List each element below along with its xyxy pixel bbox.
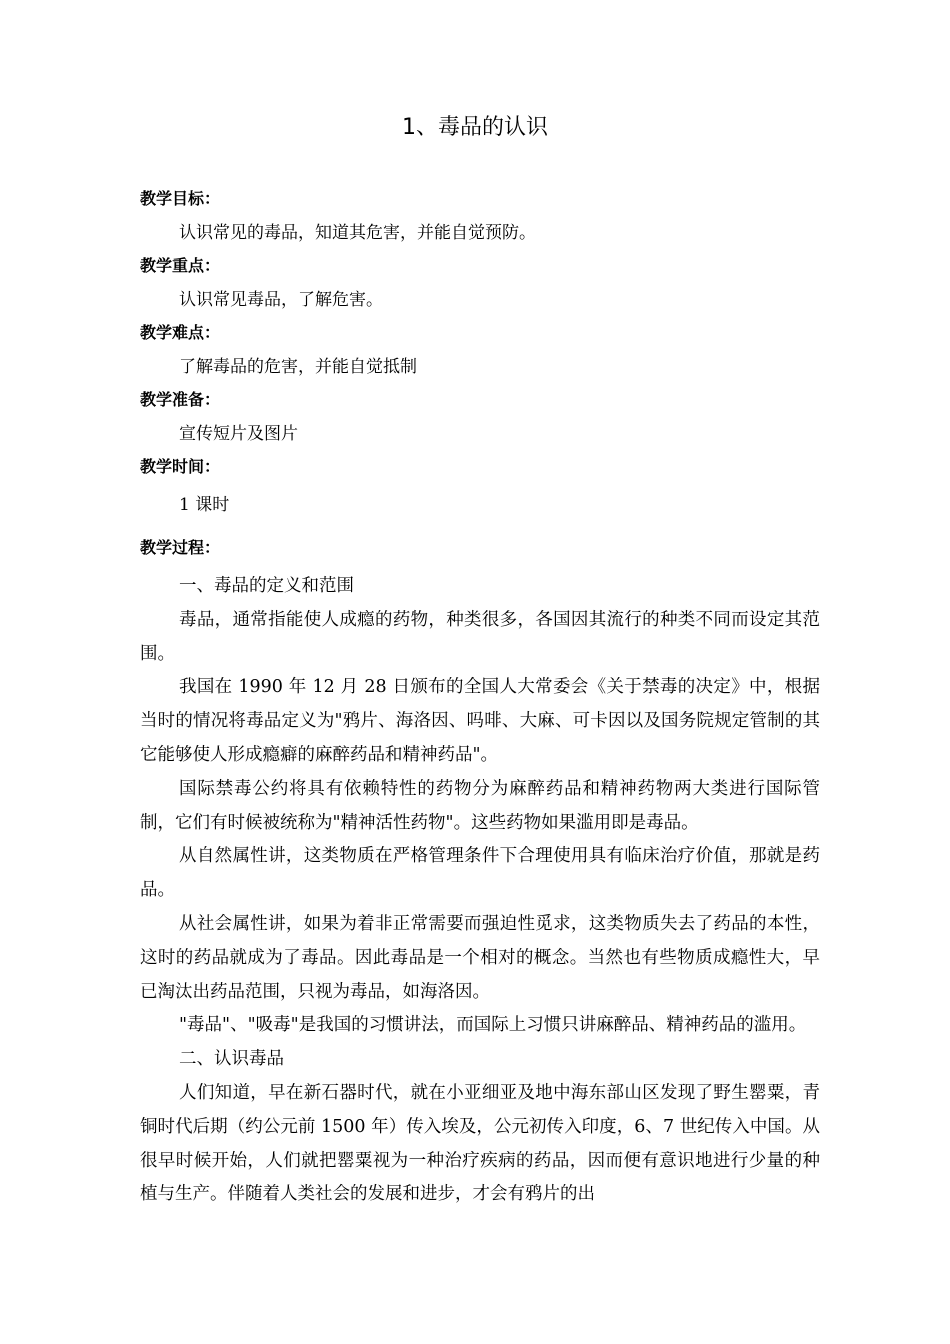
paragraph: 我国在 1990 年 12 月 28 日颁布的全国人大常委会《关于禁毒的决定》中，根据当时的情况将毒品定义为"鸦片、海洛因、吗啡、大麻、可卡因以及国务院规定管制的其它能够使人形成瘾癖的麻醉药品和精神药品"。	[140, 677, 820, 765]
subheading-recognize-drugs: 二、认识毒品	[179, 1049, 284, 1070]
section-heading-key-points: 教学重点：	[140, 256, 221, 275]
subheading-definition: 一、毒品的定义和范围	[179, 576, 354, 596]
section-heading-process: 教学过程：	[140, 538, 221, 557]
paragraph: 从社会属性讲，如果为着非正常需要而强迫性觅求，这类物质失去了药品的本性，这时的药品就成为了毒品。因此毒品是一个相对的概念。当然也有些物质成瘾性大，早已淘汰出药品范围，只视为毒品，如海洛因。	[140, 913, 820, 1002]
section-text-key-points: 认识常见毒品，了解危害。	[179, 290, 383, 310]
section-heading-objectives: 教学目标：	[140, 189, 221, 208]
section-heading-preparation: 教学准备：	[140, 390, 221, 409]
paragraph: 国际禁毒公约将具有依赖特性的药物分为麻醉药品和精神药物两大类进行国际管制，它们有时候被统称为"精神活性药物"。这些药物如果滥用即是毒品。	[140, 778, 820, 833]
document-title: 1、毒品的认识	[402, 115, 548, 140]
section-heading-duration: 教学时间：	[140, 457, 221, 476]
section-text-difficulties: 了解毒品的危害，并能自觉抵制	[179, 357, 417, 377]
section-heading-difficulties: 教学难点：	[140, 323, 221, 342]
paragraph: "毒品"、"吸毒"是我国的习惯讲法，而国际上习惯只讲麻醉品、精神药品的滥用。	[179, 1015, 807, 1036]
section-text-duration: 1 课时	[179, 495, 230, 515]
paragraph: 从自然属性讲，这类物质在严格管理条件下合理使用具有临床治疗价值，那就是药品。	[140, 846, 820, 901]
process-content	[140, 570, 820, 1212]
section-text-objectives: 认识常见的毒品，知道其危害，并能自觉预防。	[179, 223, 536, 243]
paragraph: 人们知道，早在新石器时代，就在小亚细亚及地中海东部山区发现了野生罂粟，青铜时代后期（约公元前 1500 年）传入埃及，公元初传入印度，6、7 世纪传入中国。从很早时候开始，人们就把罂粟视为一种治疗疾病的药品，因而便有意识地进行少量的种植与生产。伴随着人类社会的发展和进步，才会有鸦片的出	[140, 1082, 820, 1205]
section-text-preparation: 宣传短片及图片	[179, 424, 298, 444]
paragraph: 毒品，通常指能使人成瘾的药物，种类很多，各国因其流行的种类不同而设定其范围。	[140, 609, 820, 664]
